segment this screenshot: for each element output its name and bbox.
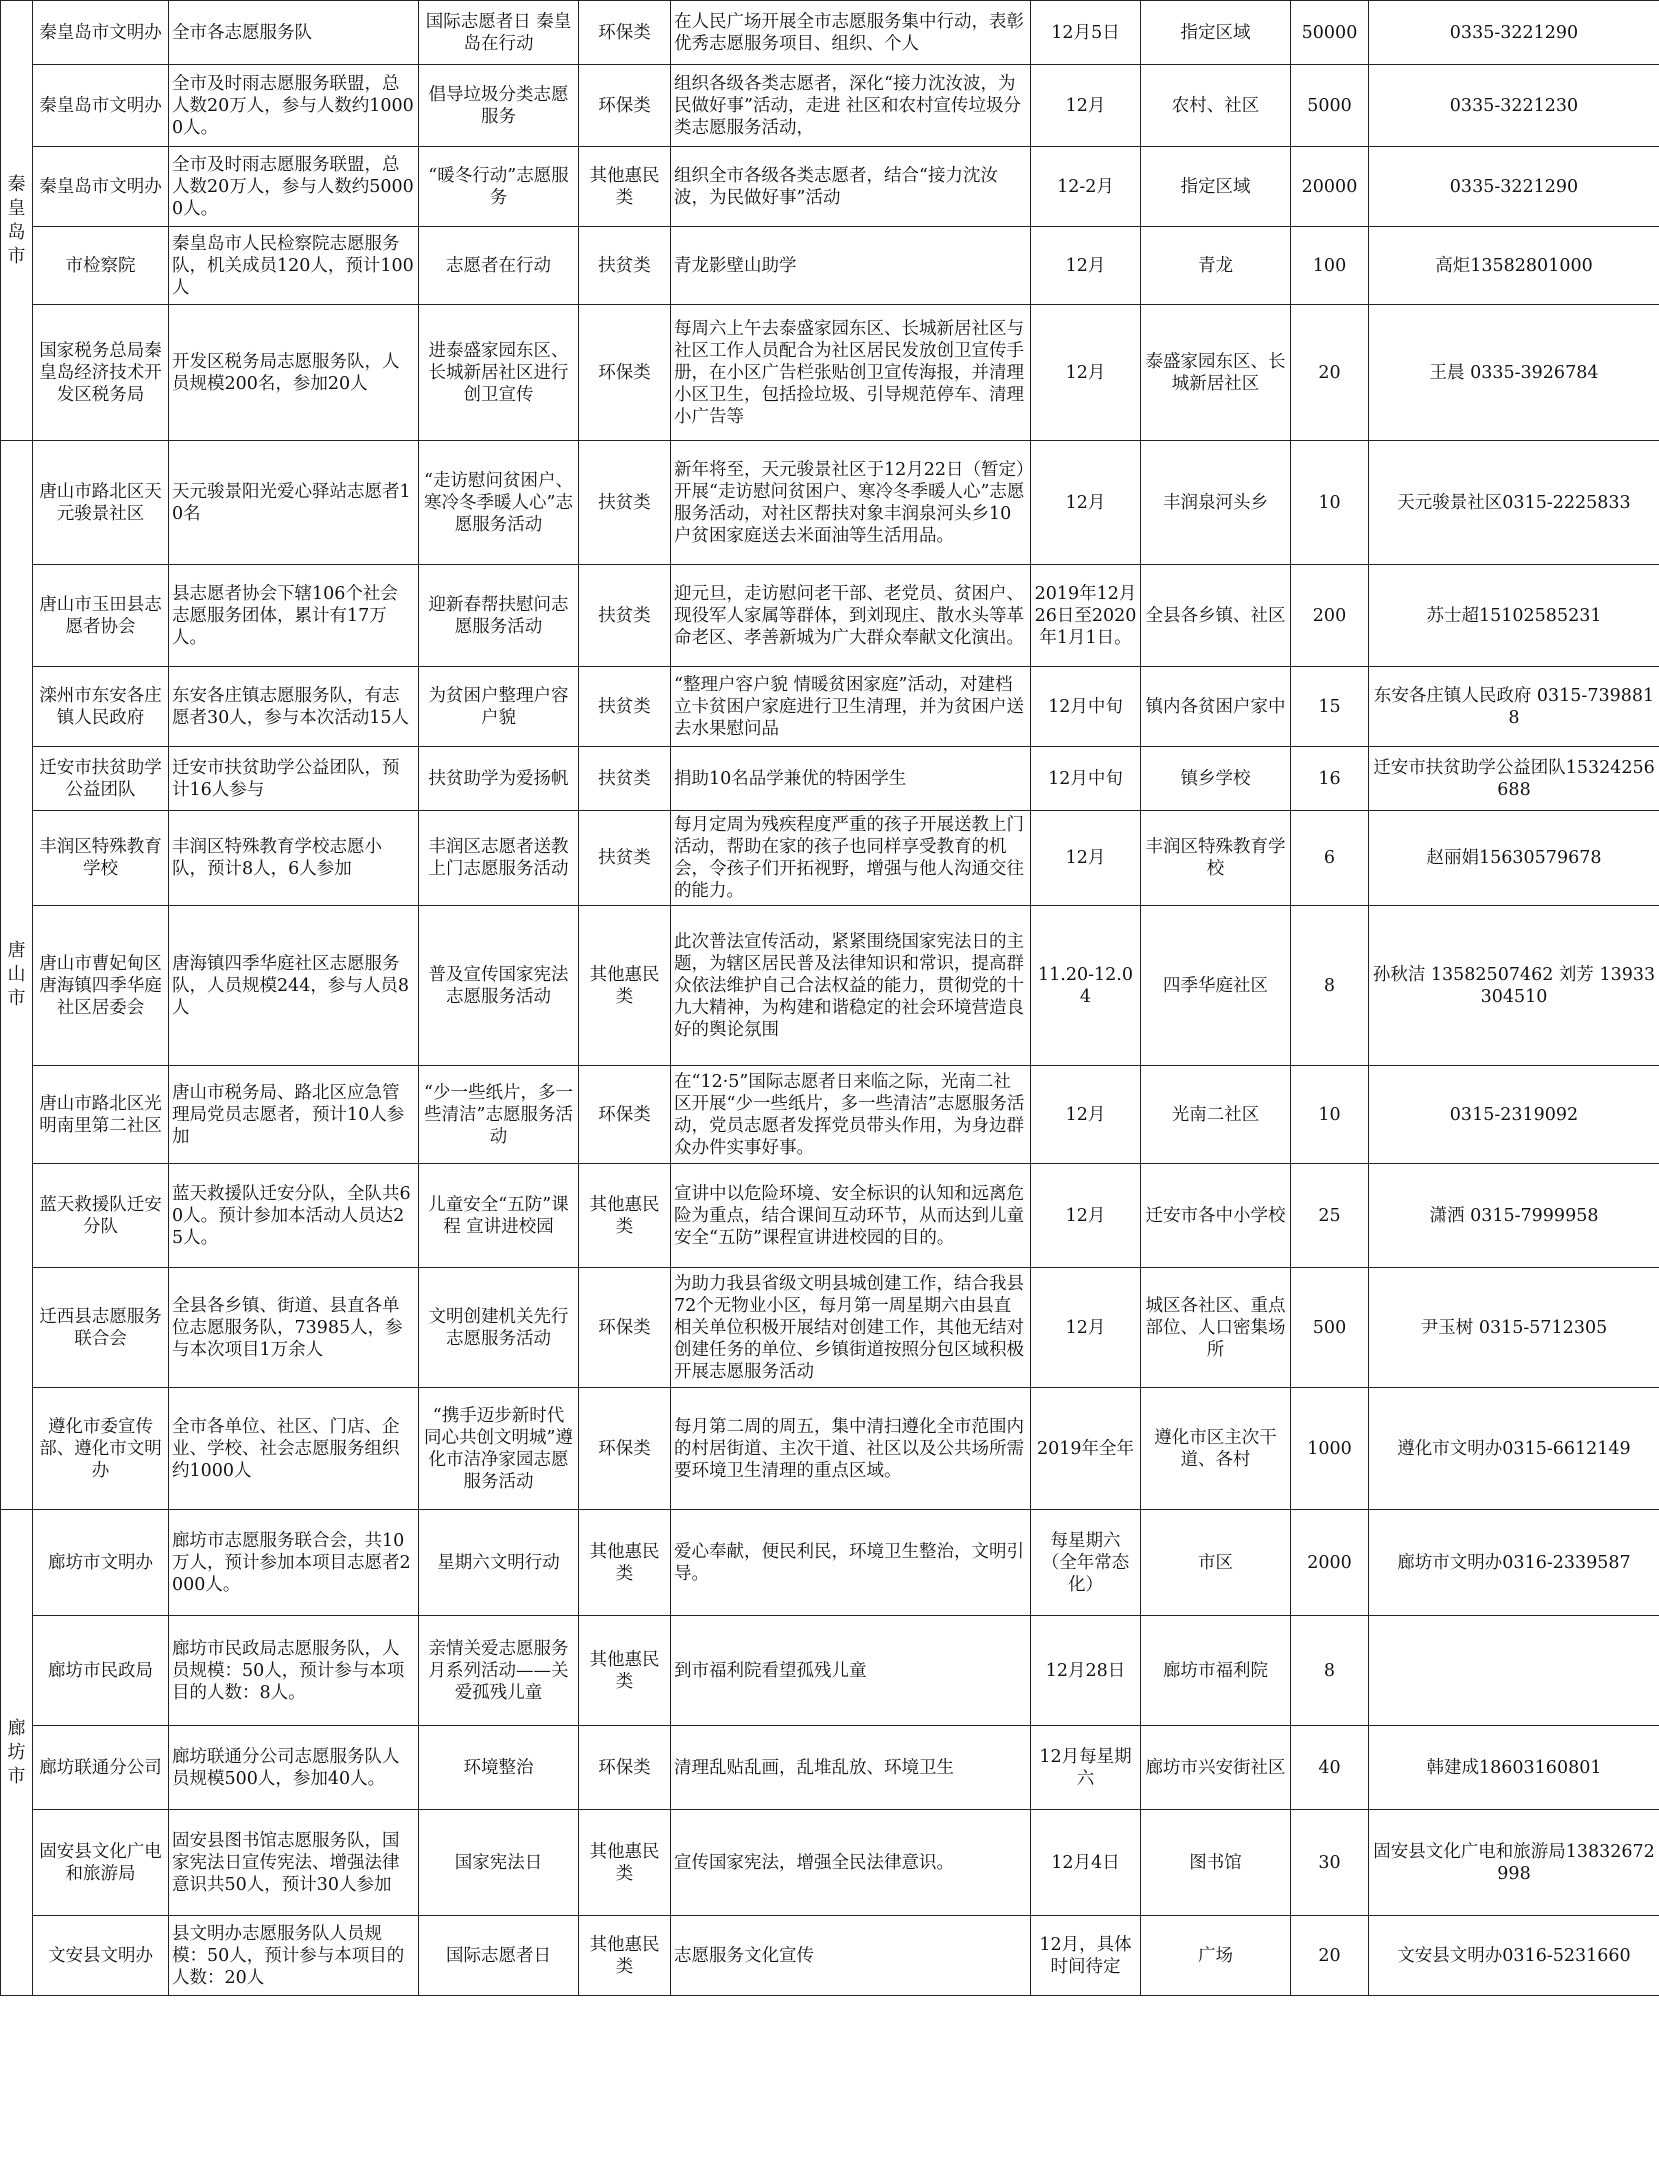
project-category: 扶贫类 — [579, 667, 671, 747]
participant-count: 10 — [1291, 1066, 1369, 1164]
team-description: 固安县图书馆志愿服务队，国家宪法日宣传宪法、增强法律意识共50人，预计30人参加 — [169, 1810, 419, 1916]
contact-info: 王晨 0335-3926784 — [1369, 305, 1659, 441]
project-content: 志愿服务文化宣传 — [671, 1916, 1031, 1996]
participant-count: 16 — [1291, 747, 1369, 811]
org-name: 廊坊联通分公司 — [33, 1726, 169, 1810]
project-category: 环保类 — [579, 1, 671, 65]
team-description: 全市及时雨志愿服务联盟，总人数20万人，参与人数约10000人。 — [169, 65, 419, 147]
project-content: 在人民广场开展全市志愿服务集中行动，表彰优秀志愿服务项目、组织、个人 — [671, 1, 1031, 65]
project-time: 11.20-12.04 — [1031, 906, 1141, 1066]
project-content: 捐助10名品学兼优的特困学生 — [671, 747, 1031, 811]
contact-info: 迁安市扶贫助学公益团队15324256688 — [1369, 747, 1659, 811]
project-time: 12月 — [1031, 1268, 1141, 1388]
org-name: 迁安市扶贫助学公益团队 — [33, 747, 169, 811]
project-place: 指定区域 — [1141, 1, 1291, 65]
org-name: 固安县文化广电和旅游局 — [33, 1810, 169, 1916]
city-name: 唐山市 — [7, 940, 26, 1009]
contact-info: 文安县文明办0316-5231660 — [1369, 1916, 1659, 1996]
project-name: “少一些纸片，多一些清洁”志愿服务活动 — [419, 1066, 579, 1164]
project-category: 扶贫类 — [579, 747, 671, 811]
project-name: 国际志愿者日 — [419, 1916, 579, 1996]
city-name: 廊坊市 — [7, 1717, 26, 1787]
contact-info: 高炬13582801000 — [1369, 227, 1659, 305]
team-description: 开发区税务局志愿服务队，人员规模200名，参加20人 — [169, 305, 419, 441]
participant-count: 8 — [1291, 906, 1369, 1066]
contact-info — [1369, 1616, 1659, 1726]
table-row — [1, 227, 1659, 305]
project-name: 国际志愿者日 秦皇岛在行动 — [419, 1, 579, 65]
table-row — [1, 811, 1659, 906]
org-name: 唐山市路北区天元骏景社区 — [33, 441, 169, 565]
project-time: 12月 — [1031, 227, 1141, 305]
project-content: 组织各级各类志愿者，深化“接力沈汝波，为民做好事”活动，走进 社区和农村宣传垃圾分类志愿服务活动， — [671, 65, 1031, 147]
project-category: 其他惠民类 — [579, 906, 671, 1066]
project-time: 12月中旬 — [1031, 667, 1141, 747]
contact-info: 赵丽娟15630579678 — [1369, 811, 1659, 906]
project-name: 环境整治 — [419, 1726, 579, 1810]
project-category: 其他惠民类 — [579, 1164, 671, 1268]
project-place: 迁安市各中小学校 — [1141, 1164, 1291, 1268]
project-time: 12月 — [1031, 1066, 1141, 1164]
city-cell — [1, 1510, 33, 1996]
project-category: 扶贫类 — [579, 811, 671, 906]
project-place: 广场 — [1141, 1916, 1291, 1996]
table-row — [1, 1510, 1659, 1616]
project-category: 环保类 — [579, 1268, 671, 1388]
project-category: 环保类 — [579, 65, 671, 147]
project-name: 为贫困户整理户容户貌 — [419, 667, 579, 747]
city-cell — [1, 1, 33, 441]
table-body — [1, 1, 1659, 1996]
table-row — [1, 147, 1659, 227]
project-content: 在“12·5”国际志愿者日来临之际，光南二社区开展“少一些纸片，多一些清洁”志愿服务活动，党员志愿者发挥党员带头作用，为身边群众办件实事好事。 — [671, 1066, 1031, 1164]
project-content: 青龙影壁山助学 — [671, 227, 1031, 305]
team-description: 全市及时雨志愿服务联盟，总人数20万人，参与人数约50000人。 — [169, 147, 419, 227]
project-name: 进泰盛家园东区、长城新居社区进行创卫宣传 — [419, 305, 579, 441]
table-row — [1, 667, 1659, 747]
project-name: “走访慰问贫困户、寒冷冬季暖人心”志愿服务活动 — [419, 441, 579, 565]
team-description: 唐海镇四季华庭社区志愿服务队，人员规模244，参与人员8人 — [169, 906, 419, 1066]
project-place: 遵化市区主次干道、各村 — [1141, 1388, 1291, 1510]
project-name: 亲情关爱志愿服务月系列活动——关爱孤残儿童 — [419, 1616, 579, 1726]
project-place: 廊坊市福利院 — [1141, 1616, 1291, 1726]
project-time: 12月 — [1031, 441, 1141, 565]
org-name: 秦皇岛市文明办 — [33, 65, 169, 147]
project-name: 文明创建机关先行志愿服务活动 — [419, 1268, 579, 1388]
table-row — [1, 747, 1659, 811]
participant-count: 20000 — [1291, 147, 1369, 227]
participant-count: 25 — [1291, 1164, 1369, 1268]
table-row — [1, 1810, 1659, 1916]
project-time: 12月 — [1031, 305, 1141, 441]
org-name: 文安县文明办 — [33, 1916, 169, 1996]
project-name: 丰润区志愿者送教上门志愿服务活动 — [419, 811, 579, 906]
table-row — [1, 1616, 1659, 1726]
project-time: 12月5日 — [1031, 1, 1141, 65]
project-category: 其他惠民类 — [579, 1510, 671, 1616]
project-content: 此次普法宣传活动，紧紧围绕国家宪法日的主题，为辖区居民普及法律知识和常识，提高群众依法维护自己合法权益的能力，贯彻党的十九大精神，为构建和谐稳定的社会环境营造良好的舆论氛围 — [671, 906, 1031, 1066]
project-name: 国家宪法日 — [419, 1810, 579, 1916]
project-place: 泰盛家园东区、长城新居社区 — [1141, 305, 1291, 441]
project-content: 迎元旦，走访慰问老干部、老党员、贫困户、现役军人家属等群体，到刘现庄、散水头等革命老区、孝善新城为广大群众奉献文化演出。 — [671, 565, 1031, 667]
contact-info: 0335-3221290 — [1369, 1, 1659, 65]
org-name: 秦皇岛市文明办 — [33, 147, 169, 227]
project-time: 12月，具体时间待定 — [1031, 1916, 1141, 1996]
project-content: 宣讲中以危险环境、安全标识的认知和远离危险为重点，结合课间互动环节，从而达到儿童安全“五防”课程宣讲进校园的目的。 — [671, 1164, 1031, 1268]
project-category: 其他惠民类 — [579, 1616, 671, 1726]
project-category: 环保类 — [579, 1726, 671, 1810]
project-time: 12月中旬 — [1031, 747, 1141, 811]
team-description: 廊坊市志愿服务联合会，共10万人，预计参加本项目志愿者2000人。 — [169, 1510, 419, 1616]
project-name: 迎新春帮扶慰问志愿服务活动 — [419, 565, 579, 667]
project-place: 丰润区特殊教育学校 — [1141, 811, 1291, 906]
project-time: 12月 — [1031, 65, 1141, 147]
project-place: 镇乡学校 — [1141, 747, 1291, 811]
table-row — [1, 1066, 1659, 1164]
contact-info: 天元骏景社区0315-2225833 — [1369, 441, 1659, 565]
org-name: 遵化市委宣传部、遵化市文明办 — [33, 1388, 169, 1510]
contact-info: 韩建成18603160801 — [1369, 1726, 1659, 1810]
org-name: 滦州市东安各庄镇人民政府 — [33, 667, 169, 747]
project-place: 城区各社区、重点部位、人口密集场所 — [1141, 1268, 1291, 1388]
team-description: 县文明办志愿服务队人员规模：50人，预计参与本项目的人数：20人 — [169, 1916, 419, 1996]
project-category: 扶贫类 — [579, 441, 671, 565]
project-time: 2019年全年 — [1031, 1388, 1141, 1510]
contact-info: 廊坊市文明办0316-2339587 — [1369, 1510, 1659, 1616]
table-row — [1, 565, 1659, 667]
project-name: “暖冬行动”志愿服务 — [419, 147, 579, 227]
contact-info: 遵化市文明办0315-6612149 — [1369, 1388, 1659, 1510]
table-row — [1, 65, 1659, 147]
project-name: 志愿者在行动 — [419, 227, 579, 305]
project-place: 青龙 — [1141, 227, 1291, 305]
project-content: “整理户容户貌 情暖贫困家庭”活动，对建档立卡贫困户家庭进行卫生清理，并为贫困户送去水果慰问品 — [671, 667, 1031, 747]
project-content: 组织全市各级各类志愿者，结合“接力沈汝波，为民做好事”活动 — [671, 147, 1031, 227]
city-name: 秦皇岛市 — [7, 173, 26, 267]
team-description: 天元骏景阳光爱心驿站志愿者10名 — [169, 441, 419, 565]
team-description: 唐山市税务局、路北区应急管理局党员志愿者，预计10人参加 — [169, 1066, 419, 1164]
table-row — [1, 441, 1659, 565]
org-name: 廊坊市文明办 — [33, 1510, 169, 1616]
table-row — [1, 1, 1659, 65]
table-row — [1, 1388, 1659, 1510]
project-time: 12月4日 — [1031, 1810, 1141, 1916]
team-description: 廊坊联通分公司志愿服务队人员规模500人，参加40人。 — [169, 1726, 419, 1810]
project-category: 环保类 — [579, 1388, 671, 1510]
org-name: 蓝天救援队迁安分队 — [33, 1164, 169, 1268]
team-description: 秦皇岛市人民检察院志愿服务队，机关成员120人，预计100人 — [169, 227, 419, 305]
project-place: 农村、社区 — [1141, 65, 1291, 147]
team-description: 全县各乡镇、街道、县直各单位志愿服务队，73985人，参与本次项目1万余人 — [169, 1268, 419, 1388]
project-name: 儿童安全“五防”课程 宣讲进校园 — [419, 1164, 579, 1268]
project-content: 爱心奉献，便民利民，环境卫生整治，文明引导。 — [671, 1510, 1031, 1616]
project-name: “携手迈步新时代 同心共创文明城”遵化市洁净家园志愿服务活动 — [419, 1388, 579, 1510]
org-name: 唐山市玉田县志愿者协会 — [33, 565, 169, 667]
project-content: 每月第二周的周五，集中清扫遵化全市范围内的村居街道、主次干道、社区以及公共场所需要环境卫生清理的重点区域。 — [671, 1388, 1031, 1510]
table-row — [1, 1916, 1659, 1996]
team-description: 廊坊市民政局志愿服务队，人员规模：50人，预计参与本项目的人数：8人。 — [169, 1616, 419, 1726]
project-category: 扶贫类 — [579, 565, 671, 667]
contact-info: 苏士超15102585231 — [1369, 565, 1659, 667]
project-name: 扶贫助学为爱扬帆 — [419, 747, 579, 811]
contact-info: 0315-2319092 — [1369, 1066, 1659, 1164]
org-name: 唐山市曹妃甸区唐海镇四季华庭社区居委会 — [33, 906, 169, 1066]
project-content: 新年将至，天元骏景社区于12月22日（暂定）开展“走访慰问贫困户、寒冷冬季暖人心”志愿服务活动，对社区帮扶对象丰润泉河头乡10户贫困家庭送去米面油等生活用品。 — [671, 441, 1031, 565]
team-description: 东安各庄镇志愿服务队，有志愿者30人，参与本次活动15人 — [169, 667, 419, 747]
project-category: 扶贫类 — [579, 227, 671, 305]
participant-count: 500 — [1291, 1268, 1369, 1388]
table-row — [1, 1726, 1659, 1810]
team-description: 丰润区特殊教育学校志愿小队，预计8人，6人参加 — [169, 811, 419, 906]
project-place: 光南二社区 — [1141, 1066, 1291, 1164]
contact-info: 东安各庄镇人民政府 0315-7398818 — [1369, 667, 1659, 747]
participant-count: 30 — [1291, 1810, 1369, 1916]
project-name: 普及宣传国家宪法志愿服务活动 — [419, 906, 579, 1066]
project-place: 图书馆 — [1141, 1810, 1291, 1916]
participant-count: 200 — [1291, 565, 1369, 667]
participant-count: 5000 — [1291, 65, 1369, 147]
contact-info: 潇洒 0315-7999958 — [1369, 1164, 1659, 1268]
city-cell — [1, 441, 33, 1510]
project-category: 其他惠民类 — [579, 1810, 671, 1916]
team-description: 迁安市扶贫助学公益团队，预计16人参与 — [169, 747, 419, 811]
project-place: 四季华庭社区 — [1141, 906, 1291, 1066]
project-content: 每月定周为残疾程度严重的孩子开展送教上门活动，帮助在家的孩子也同样享受教育的机会，令孩子们开拓视野，增强与他人沟通交往的能力。 — [671, 811, 1031, 906]
project-time: 12月 — [1031, 1164, 1141, 1268]
table-row — [1, 1268, 1659, 1388]
participant-count: 1000 — [1291, 1388, 1369, 1510]
table-row — [1, 305, 1659, 441]
project-category: 环保类 — [579, 305, 671, 441]
participant-count: 20 — [1291, 305, 1369, 441]
team-description: 全市各志愿服务队 — [169, 1, 419, 65]
project-category: 环保类 — [579, 1066, 671, 1164]
project-place: 丰润泉河头乡 — [1141, 441, 1291, 565]
project-category: 其他惠民类 — [579, 147, 671, 227]
org-name: 唐山市路北区光明南里第二社区 — [33, 1066, 169, 1164]
project-time: 12月 — [1031, 811, 1141, 906]
participant-count: 100 — [1291, 227, 1369, 305]
participant-count: 40 — [1291, 1726, 1369, 1810]
team-description: 蓝天救援队迁安分队，全队共60人。预计参加本活动人员达25人。 — [169, 1164, 419, 1268]
project-place: 指定区域 — [1141, 147, 1291, 227]
project-time: 2019年12月26日至2020年1月1日。 — [1031, 565, 1141, 667]
project-content: 每周六上午去泰盛家园东区、长城新居社区与社区工作人员配合为社区居民发放创卫宣传手册，在小区广告栏张贴创卫宣传海报，并清理小区卫生，包括捡垃圾、引导规范停车、清理小广告等 — [671, 305, 1031, 441]
contact-info: 固安县文化广电和旅游局13832672998 — [1369, 1810, 1659, 1916]
participant-count: 20 — [1291, 1916, 1369, 1996]
project-time: 12月每星期六 — [1031, 1726, 1141, 1810]
contact-info: 尹玉树 0315-5712305 — [1369, 1268, 1659, 1388]
participant-count: 8 — [1291, 1616, 1369, 1726]
project-time: 12-2月 — [1031, 147, 1141, 227]
org-name: 廊坊市民政局 — [33, 1616, 169, 1726]
project-category: 其他惠民类 — [579, 1916, 671, 1996]
project-content: 为助力我县省级文明县城创建工作，结合我县72个无物业小区，每月第一周星期六由县直相关单位积极开展结对创建工作，其他无结对创建任务的单位、乡镇街道按照分包区域积极开展志愿服务活动 — [671, 1268, 1031, 1388]
project-place: 廊坊市兴安街社区 — [1141, 1726, 1291, 1810]
contact-info: 0335-3221230 — [1369, 65, 1659, 147]
project-place: 镇内各贫困户家中 — [1141, 667, 1291, 747]
table-row — [1, 1164, 1659, 1268]
org-name: 丰润区特殊教育学校 — [33, 811, 169, 906]
org-name: 市检察院 — [33, 227, 169, 305]
project-content: 到市福利院看望孤残儿童 — [671, 1616, 1031, 1726]
org-name: 国家税务总局秦皇岛经济技术开发区税务局 — [33, 305, 169, 441]
participant-count: 50000 — [1291, 1, 1369, 65]
project-content: 宣传国家宪法，增强全民法律意识。 — [671, 1810, 1031, 1916]
project-place: 全县各乡镇、社区 — [1141, 565, 1291, 667]
project-content: 清理乱贴乱画，乱堆乱放、环境卫生 — [671, 1726, 1031, 1810]
project-name: 星期六文明行动 — [419, 1510, 579, 1616]
team-description: 县志愿者协会下辖106个社会志愿服务团体，累计有17万人。 — [169, 565, 419, 667]
contact-info: 0335-3221290 — [1369, 147, 1659, 227]
participant-count: 6 — [1291, 811, 1369, 906]
project-time: 12月28日 — [1031, 1616, 1141, 1726]
project-name: 倡导垃圾分类志愿服务 — [419, 65, 579, 147]
project-place: 市区 — [1141, 1510, 1291, 1616]
participant-count: 10 — [1291, 441, 1369, 565]
project-time: 每星期六（全年常态化） — [1031, 1510, 1141, 1616]
team-description: 全市各单位、社区、门店、企业、学校、社会志愿服务组织约1000人 — [169, 1388, 419, 1510]
table-row — [1, 906, 1659, 1066]
org-name: 迁西县志愿服务联合会 — [33, 1268, 169, 1388]
participant-count: 2000 — [1291, 1510, 1369, 1616]
participant-count: 15 — [1291, 667, 1369, 747]
org-name: 秦皇岛市文明办 — [33, 1, 169, 65]
contact-info: 孙秋洁 13582507462 刘芳 13933304510 — [1369, 906, 1659, 1066]
